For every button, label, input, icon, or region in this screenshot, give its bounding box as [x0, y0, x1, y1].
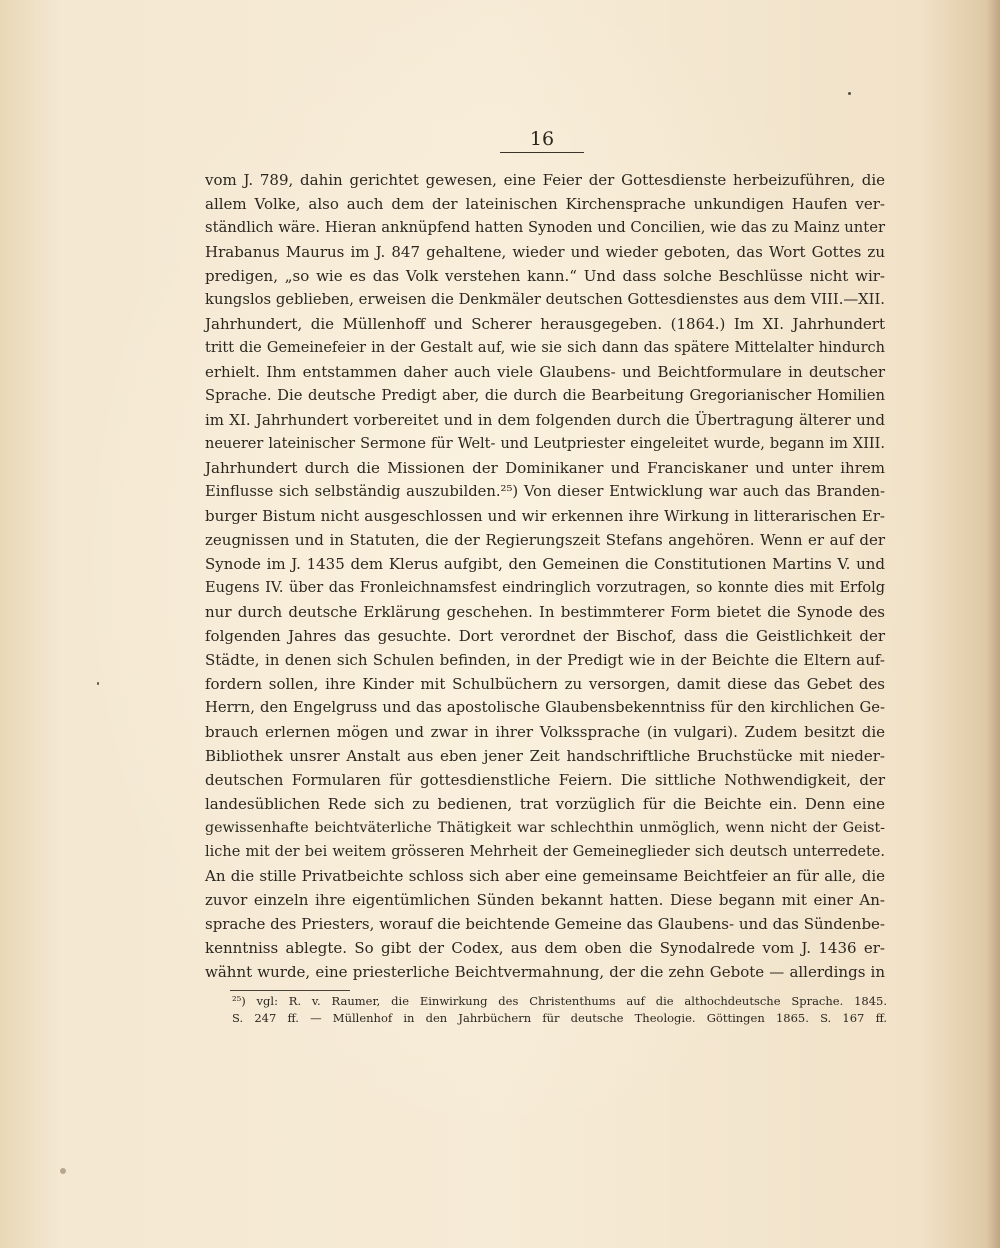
main-text [205, 168, 885, 984]
text-line: Jahrhundert durch die Missionen der Dominikaner und Franciskaner und unter ihrem [205, 459, 885, 477]
text-line: Hrabanus Maurus im J. 847 gehaltene, wieder und wieder geboten, das Wort Gottes zu [205, 243, 885, 261]
page-number: 16 [529, 128, 555, 150]
ink-speck [97, 682, 99, 685]
text-line: liche mit der bei weitem grösseren Mehrheit der Gemeineglieder sich deutsch unterredete. [205, 844, 885, 860]
text-line: kungslos geblieben, erweisen die Denkmäler deutschen Gottesdienstes aus dem VIII.—XII. [205, 291, 885, 308]
text-line: tritt die Gemeinefeier in der Gestalt auf, wie sie sich dann das spätere Mittelalter hindurch [205, 340, 885, 356]
text-line: burger Bistum nicht ausgeschlossen und wir erkennen ihre Wirkung in litterarischen Er- [205, 507, 885, 525]
text-line: Sprache. Die deutsche Predigt aber, die durch die Bearbeitung Gregorianischer Homilien [205, 387, 885, 404]
text-line: nur durch deutsche Erklärung geschehen. In bestimmterer Form bietet die Synode des [205, 603, 885, 621]
text-line: Eugens IV. über das Fronleichnamsfest eindringlich vorzutragen, so konnte dies mit Erfolg [205, 580, 885, 596]
text-line: wähnt wurde, eine priesterliche Beichtvermahnung, der die zehn Gebote — allerdings in [205, 963, 885, 981]
text-line: folgenden Jahres das gesuchte. Dort verordnet der Bischof, dass die Geistlichkeit der [205, 627, 885, 645]
text-line: An die stille Privatbeichte schloss sich aber eine gemeinsame Beichtfeier an für alle, die [205, 867, 885, 885]
text-line: ständlich wäre. Hieran anknüpfend hatten Synoden und Concilien, wie das zu Mainz unter [205, 219, 885, 236]
text-line: Einflusse sich selbständig auszubilden.²⁵) Von dieser Entwicklung war auch das Branden- [205, 483, 885, 500]
text-line: Synode im J. 1435 dem Klerus aufgibt, den Gemeinen die Constitutionen Martins V. und [205, 555, 885, 573]
text-line: fordern sollen, ihre Kinder mit Schulbüchern zu versorgen, damit diese das Gebet des [205, 675, 885, 693]
header-rule [500, 152, 584, 153]
text-line: deutschen Formularen für gottesdienstliche Feiern. Die sittliche Nothwendigkeit, der [205, 771, 885, 789]
ink-speck [848, 92, 851, 95]
text-line: gewissenhafte beichtväterliche Thätigkeit war schlechthin unmöglich, wenn nicht der Geist- [205, 820, 885, 836]
text-line: brauch erlernen mögen und zwar in ihrer Volkssprache (in vulgari). Zudem besitzt die [205, 723, 885, 741]
text-line: landesüblichen Rede sich zu bedienen, trat vorzüglich für die Beichte ein. Denn eine [205, 795, 885, 813]
footnote-line: S. 247 ff. — Müllenhof in den Jahrbüchern für deutsche Theologie. Göttingen 1865. S. 167 ff. [232, 1011, 887, 1025]
text-line: zuvor einzeln ihre eigentümlichen Sünden bekannt hatten. Diese begann mit einer An- [205, 891, 885, 909]
text-line: Städte, in denen sich Schulen befinden, in der Predigt wie in der Beichte die Eltern auf- [205, 651, 885, 669]
footnote-rule [230, 990, 350, 991]
text-line: neuerer lateinischer Sermone für Welt- und Leutpriester eingeleitet wurde, begann im XIII. [205, 436, 885, 452]
text-line: zeugnissen und in Statuten, die der Regierungszeit Stefans angehören. Wenn er auf der [205, 531, 885, 549]
ink-speck [60, 1168, 66, 1174]
text-line: Herrn, den Engelgruss und das apostolische Glaubensbekenntniss für den kirchlichen Ge- [205, 699, 885, 716]
text-line: sprache des Priesters, worauf die beichtende Gemeine das Glaubens- und das Sündenbe- [205, 915, 885, 933]
text-line: erhielt. Ihm entstammen daher auch viele Glaubens- und Beichtformulare in deutscher [205, 363, 885, 381]
footnote-line: ²⁵) vgl: R. v. Raumer, die Einwirkung des Christenthums auf die althochdeutsche Sprache. 1845. [232, 994, 887, 1008]
text-line: predigen, „so wie es das Volk verstehen kann.“ Und dass solche Beschlüsse nicht wir- [205, 267, 885, 285]
text-line: kenntniss ablegte. So gibt der Codex, aus dem oben die Synodalrede vom J. 1436 er- [205, 939, 885, 957]
text-line: allem Volke, also auch dem der lateinischen Kirchensprache unkundigen Haufen ver- [205, 195, 885, 213]
text-line: Bibliothek unsrer Anstalt aus eben jener Zeit handschriftliche Bruchstücke mit nieder- [205, 747, 885, 765]
footnotes [232, 993, 887, 1027]
text-line: vom J. 789, dahin gerichtet gewesen, eine Feier der Gottesdienste herbeizuführen, die [205, 171, 885, 189]
text-line: Jahrhundert, die Müllenhoff und Scherer herausgegeben. (1864.) Im XI. Jahrhundert [205, 315, 885, 333]
text-line: im XI. Jahrhundert vorbereitet und in dem folgenden durch die Übertragung älterer und [205, 411, 885, 429]
